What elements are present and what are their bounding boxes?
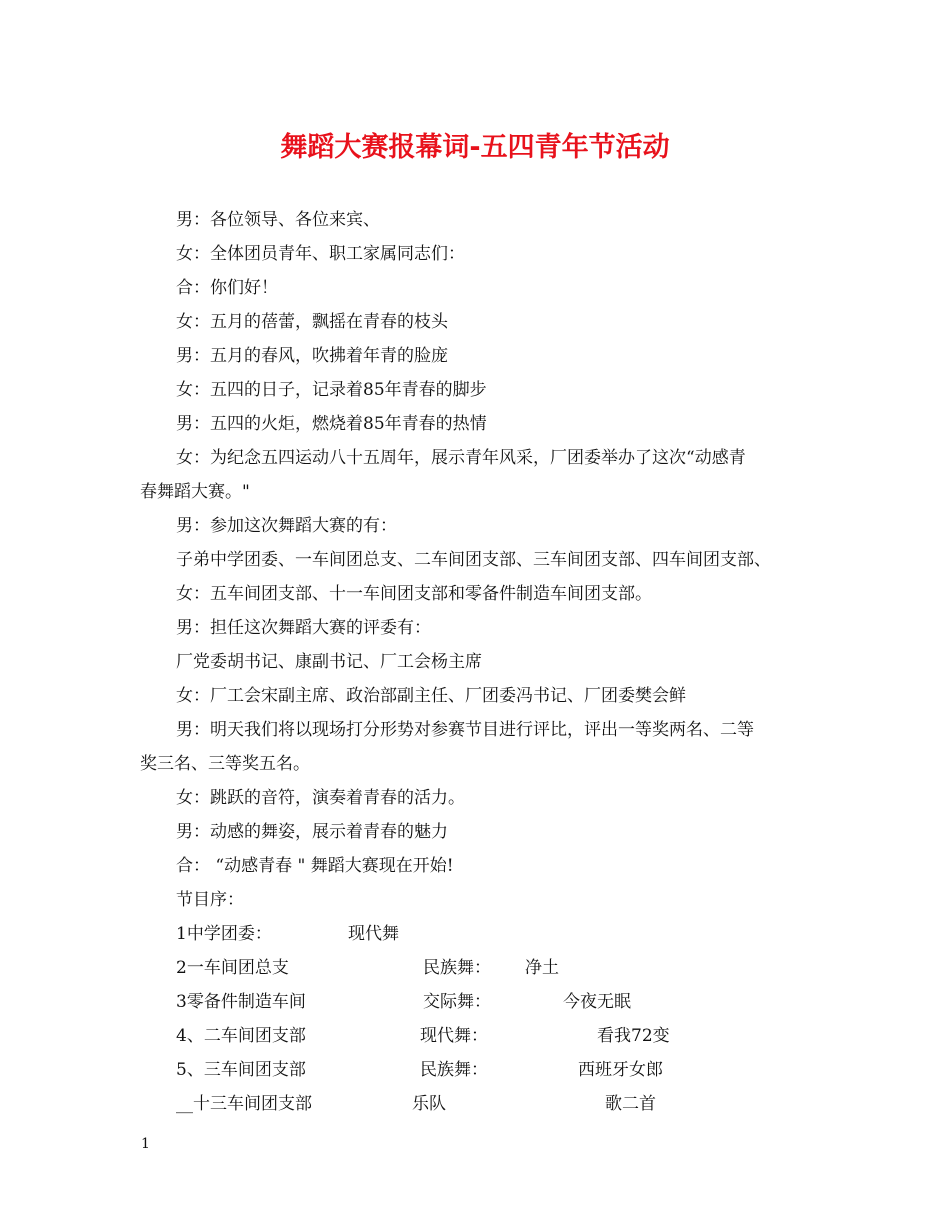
program-type: 现代舞: [348, 924, 399, 944]
program-row: [140, 951, 820, 985]
paragraph: 女：五车间团支部、十一车间团支部和零备件制造车间团支部。: [176, 584, 652, 604]
program-unit: 3零备件制造车间: [176, 992, 306, 1012]
program-type: 民族舞：: [420, 1060, 488, 1080]
paragraph: 男：各位领导、各位来宾、: [176, 210, 380, 230]
program-unit: 2一车间团总支: [176, 958, 289, 978]
paragraph: 男：明天我们将以现场打分形势对参赛节目进行评比，评出一等奖两名、二等: [176, 720, 754, 740]
paragraph: 女：五四的日子，记录着85年青春的脚步: [176, 380, 487, 400]
program-piece: 西班牙女郎: [578, 1060, 663, 1080]
program-unit: 1中学团委：: [176, 924, 272, 944]
program-piece: 今夜无眠: [563, 992, 631, 1012]
program-type: 交际舞：: [423, 992, 491, 1012]
paragraph: 女：跳跃的音符，演奏着青春的活力。: [176, 788, 465, 808]
paragraph: 女：为纪念五四运动八十五周年，展示青年风采，厂团委举办了这次“动感青: [176, 448, 746, 468]
program-row: [140, 917, 820, 951]
paragraph: 男：担任这次舞蹈大赛的评委有：: [176, 618, 431, 638]
paragraph: 男：五月的春风，吹拂着年青的脸庞: [176, 346, 448, 366]
paragraph: 女：厂工会宋副主席、政治部副主任、厂团委冯书记、厂团委樊会鲜: [176, 686, 686, 706]
program-unit: 4、二车间团支部: [176, 1026, 306, 1046]
program-type: 乐队: [412, 1094, 446, 1114]
program-row: [140, 1053, 820, 1087]
page-number: 1: [141, 1136, 150, 1152]
paragraph: 男：动感的舞姿，展示着青春的魅力: [176, 822, 448, 842]
program-type: 现代舞：: [420, 1026, 488, 1046]
program-row: [140, 1087, 820, 1121]
paragraph: 女：全体团员青年、职工家属同志们：: [176, 244, 465, 264]
paragraph-continuation: 春舞蹈大赛。": [140, 482, 250, 502]
paragraph: 子弟中学团委、一车间团总支、二车间团支部、三车间团支部、四车间团支部、: [176, 550, 771, 570]
program-type: 民族舞：: [423, 958, 491, 978]
paragraph: 男：五四的火炬，燃烧着85年青春的热情: [176, 414, 487, 434]
program-piece: 净土: [525, 958, 559, 978]
paragraph: 男：参加这次舞蹈大赛的有：: [176, 516, 397, 536]
document-body: [140, 203, 820, 1121]
program-row: [140, 1019, 820, 1053]
paragraph: 厂党委胡书记、康副书记、厂工会杨主席: [176, 652, 482, 672]
document-title: 舞蹈大赛报幕词-五四青年节活动: [280, 132, 670, 163]
paragraph-continuation: 奖三名、三等奖五名。: [140, 754, 310, 774]
program-piece: 歌二首: [605, 1094, 656, 1114]
paragraph: 女：五月的蓓蕾，飘摇在青春的枝头: [176, 312, 448, 332]
paragraph: 节目序：: [176, 890, 244, 910]
paragraph: 合：你们好！: [176, 278, 278, 298]
program-unit: __十三车间团支部: [176, 1094, 312, 1114]
paragraph: 合： “动感青春 " 舞蹈大赛现在开始!: [176, 856, 454, 876]
program-row: [140, 985, 820, 1019]
program-piece: 看我72变: [597, 1026, 670, 1046]
program-unit: 5、三车间团支部: [176, 1060, 306, 1080]
